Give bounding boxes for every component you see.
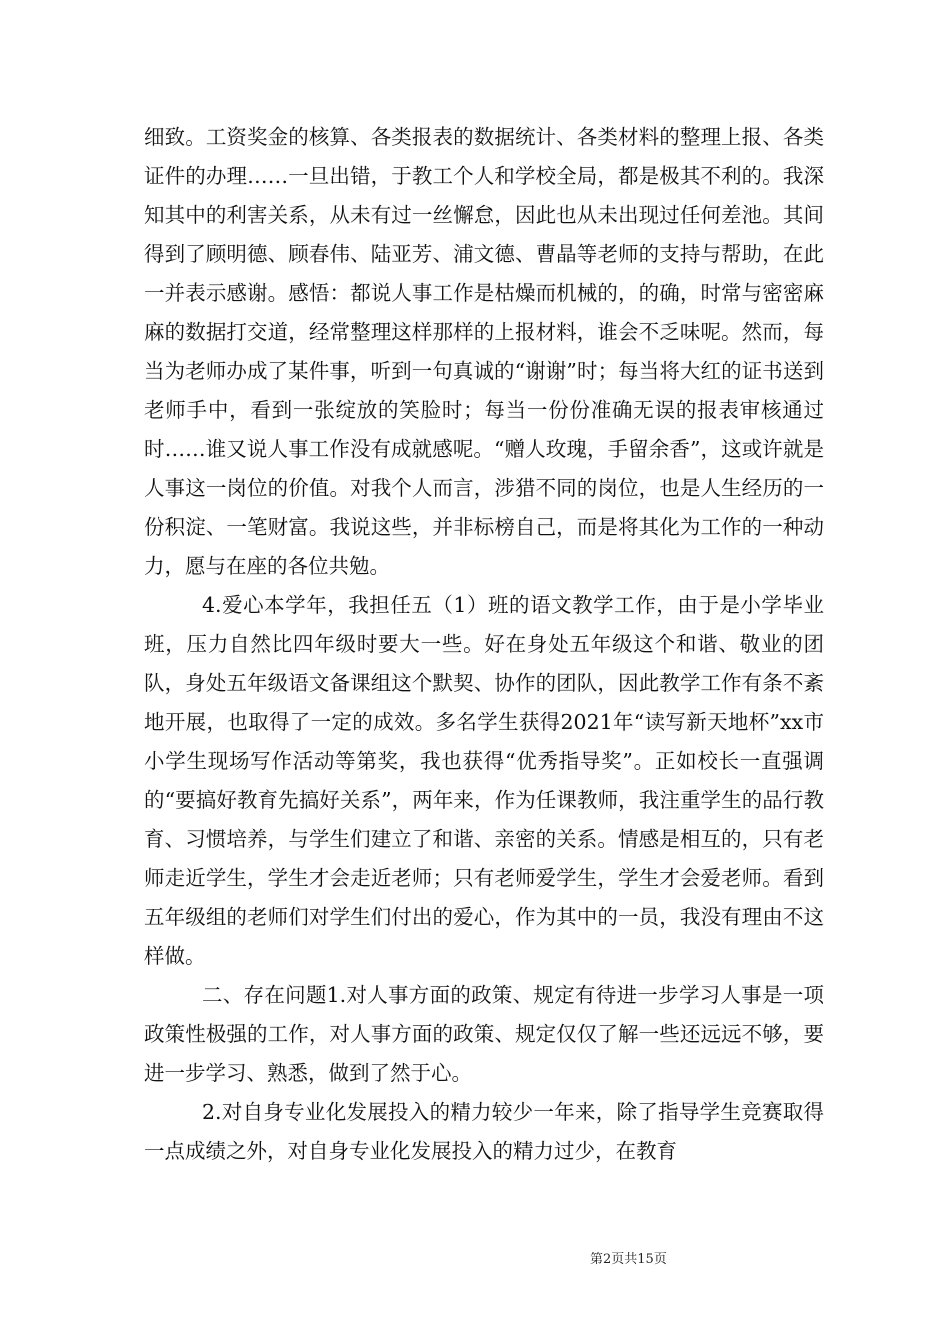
paragraph-love-teaching: 4.爱心本学年，我担任五（1）班的语文教学工作，由于是小学毕业班，压力自然比四年级时要大一些。好在身处五年级这个和谐、敬业的团队，身处五年级语文备课组这个默契、协作的团队，因此教学工作有条不紊地开展，也取得了一定的成效。多名学生获得2021年“读写新天地杯”xx市小学生现场写作活动等第奖，我也获得“优秀指导奖”。正如校长一直强调的“要搞好教育先搞好关系”，两年来，作为任课教师，我注重学生的品行教育、习惯培养，与学生们建立了和谐、亲密的关系。情感是相互的，只有老师走近学生，学生才会走近老师；只有老师爱学生，学生才会爱老师。看到五年级组的老师们对学生们付出的爱心，作为其中的一员，我没有理由不这样做。 <box>144 593 824 968</box>
paragraph-hr-reflection: 细致。工资奖金的核算、各类报表的数据统计、各类材料的整理上报、各类证件的办理……一旦出错，于教工个人和学校全局，都是极其不利的。我深知其中的利害关系，从未有过一丝懈怠，因此也从未出现过任何差池。其间得到了顾明德、顾春伟、陆亚芳、浦文德、曹晶等老师的支持与帮助，在此一并表示感谢。感悟：都说人事工作是枯燥而机械的，的确，时常与密密麻麻的数据打交道，经常整理这样那样的上报材料，谁会不乏味呢。然而，每当为老师办成了某件事，听到一句真诚的“谢谢”时；每当将大红的证书送到老师手中，看到一张绽放的笑脸时；每当一份份准确无误的报表审核通过时……谁又说人事工作没有成就感呢。“赠人玫瑰，手留余香”，这或许就是人事这一岗位的价值。对我个人而言，涉猎不同的岗位，也是人生经历的一份积淀、一笔财富。我说这些，并非标榜自己，而是将其化为工作的一种动力，愿与在座的各位共勉。 <box>144 125 824 578</box>
document-body <box>144 118 824 1171</box>
paragraph-professional-development: 2.对自身专业化发展投入的精力较少一年来，除了指导学生竞赛取得一点成绩之外，对自身专业化发展投入的精力过少，在教育 <box>144 1100 824 1163</box>
paragraph-problems-policy: 二、存在问题1.对人事方面的政策、规定有待进一步学习人事是一项政策性极强的工作，对人事方面的政策、规定仅仅了解一些还远远不够，要进一步学习、熟悉，做到了然于心。 <box>144 983 824 1085</box>
page-number-footer: 第2页共15页 <box>590 1252 667 1267</box>
